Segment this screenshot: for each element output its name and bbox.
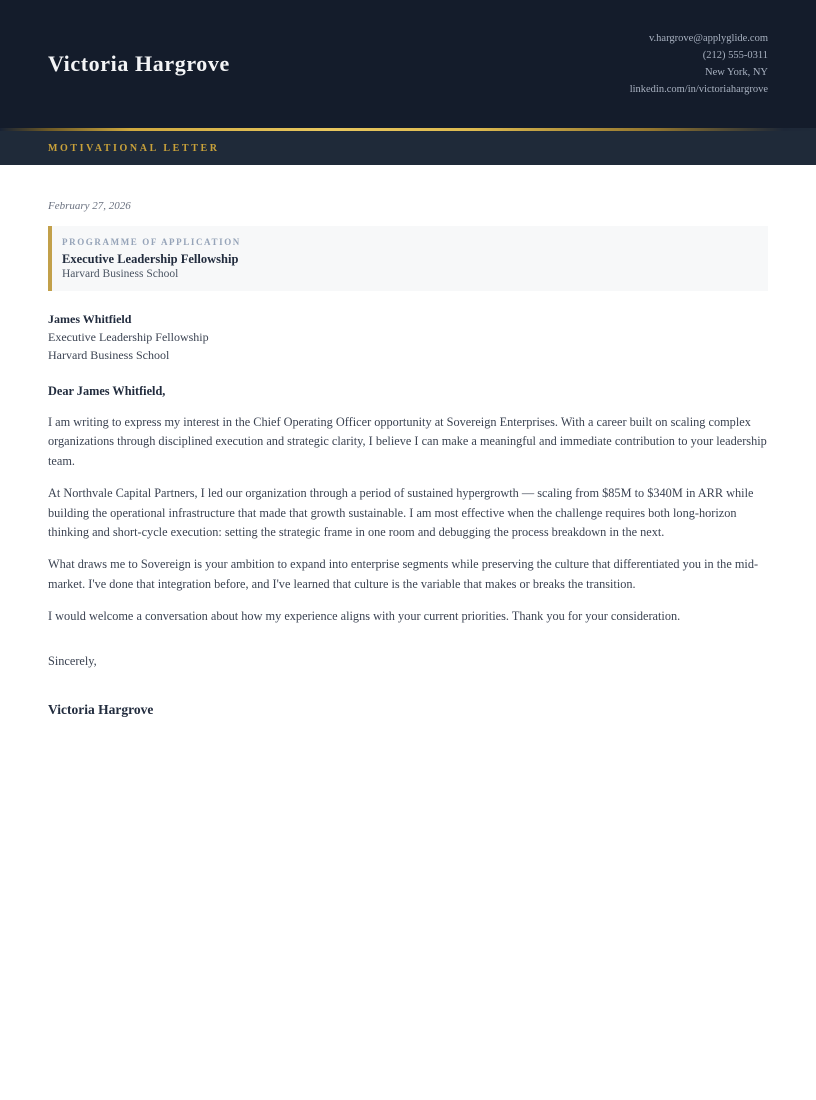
applicant-name: Victoria Hargrove xyxy=(48,51,230,76)
body-paragraph: I am writing to express my interest in the Chief Operating Officer opportunity at Sovereign Enterprises. With a career built on scaling complex organizations through disciplined execution and strategic clarity, I believe I can make a meaningful and immediate contribution to your leadership team. xyxy=(48,415,767,468)
contact-block xyxy=(630,30,768,98)
body-paragraph: What draws me to Sovereign is your ambition to expand into enterprise segments while preserving the culture that differentiated you in the mid-market. I've done that integration before, and I've learned that culture is the variable that makes or breaks the transition. xyxy=(48,557,759,591)
letter-header xyxy=(0,0,816,128)
recipient-name: James Whitfield xyxy=(48,312,132,326)
contact-linkedin: linkedin.com/in/victoriahargrove xyxy=(629,84,768,95)
document-type-banner xyxy=(0,131,816,165)
closing: Sincerely, xyxy=(48,653,97,668)
recipient-block xyxy=(48,310,768,364)
body-paragraph: I would welcome a conversation about how my experience aligns with your current priorities. Thank you for your consideration. xyxy=(48,609,681,624)
programme-label: PROGRAMME OF APPLICATION xyxy=(62,237,241,247)
salutation: Dear James Whitfield, xyxy=(48,384,166,398)
letter-date: February 27, 2026 xyxy=(48,200,131,212)
body-paragraph: At Northvale Capital Partners, I led our organization through a period of sustained hypergrowth — scaling from $85M to $340M in ARR while building the operational infrastructure that made that growth sustainable. I am most effective when the challenge requires both long-horizon thinking and short-cycle execution: setting the strategic frame in one room and debugging the process breakdown in the next. xyxy=(48,486,754,540)
programme-callout xyxy=(48,226,768,291)
signature-name: Victoria Hargrove xyxy=(48,701,154,717)
letter-body xyxy=(0,165,816,719)
programme-institution: Harvard Business School xyxy=(62,268,179,280)
contact-phone: (212) 555-0311 xyxy=(702,50,768,61)
contact-email: v.hargrove@applyglide.com xyxy=(648,33,768,44)
programme-title: Executive Leadership Fellowship xyxy=(62,252,239,266)
contact-location: New York, NY xyxy=(704,67,768,78)
recipient-institution: Harvard Business School xyxy=(48,348,170,362)
document-type-title: MOTIVATIONAL LETTER xyxy=(48,142,220,154)
recipient-organization: Executive Leadership Fellowship xyxy=(48,330,209,344)
